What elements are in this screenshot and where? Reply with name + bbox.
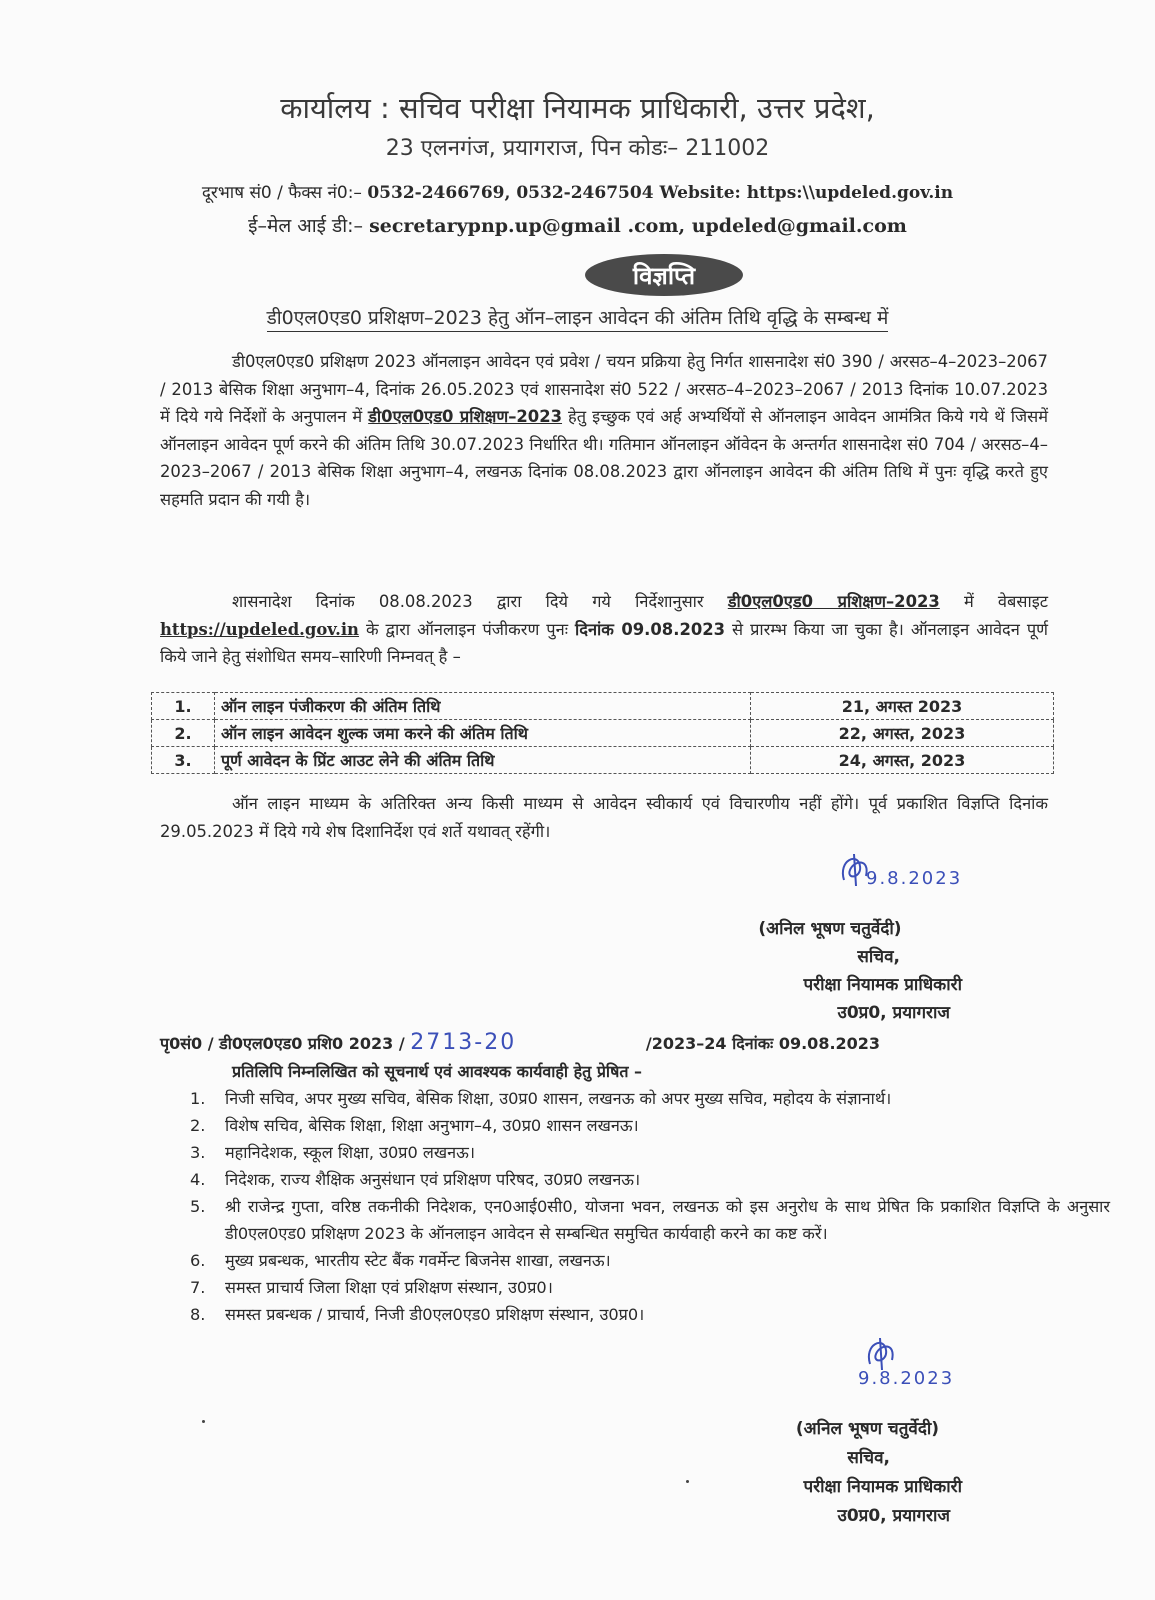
row-number: 2. (152, 720, 215, 747)
p2-course-name: डी0एल0एड0 प्रशिक्षण–2023 (727, 592, 940, 611)
list-item (190, 1166, 1110, 1193)
copy-heading: प्रतिलिपि निम्नलिखित को सूचनार्थ एवं आवश्यक कार्यवाही हेतु प्रेषित – (232, 1062, 643, 1081)
paragraph-1 (160, 348, 1048, 513)
p1-text-c: हेतु इच्छुक एवं अर्ह अभ्यर्थियों से ऑनलाइन आवेदन आमंत्रित किये गये थें जिसमें ऑनलाइन आवेदन पूर्ण करने की अंतिम तिथि 30.07.2023 निर्धारित थी। गतिमान ऑनलाइन ऑवेदन के अन्तर्गत शासनादेश सं0 704 / अरसठ–4–2023–2067 / 2013 बेसिक शिक्षा अनुभाग–4, लखनऊ दिनांक 08.08.2023 द्वारा ऑनलाइन आवेदन की अंतिम तिथि में पुनः वृद्धि करते हुए सहमति प्रदान की गयी है। (160, 407, 1049, 509)
office-address: 23 एलनगंज, प्रयागराज, पिन कोडः– 211002 (385, 136, 770, 161)
item-text: विशेष सचिव, बेसिक शिक्षा, शिक्षा अनुभाग–4, उ0प्र0 शासन लखनऊ। (225, 1116, 639, 1135)
item-text: श्री राजेन्द्र गुप्ता, वरिष्ठ तकनीकी निदेशक, एन0आई0सी0, योजना भवन, लखनऊ को इस अनुरोध के साथ प्रेषित कि प्रकाशित विज्ञप्ति के अनुसार डी0एल0एड0 प्रशिक्षण 2023 के ऑनलाइन आवेदन से सम्बन्धित समुचित कार्यवाही करने का कष्ट करें। (225, 1197, 1110, 1243)
item-number: 6. (190, 1251, 206, 1270)
list-item (190, 1112, 1110, 1139)
item-text: समस्त प्रबन्धक / प्राचार्य, निजी डी0एल0एड0 प्रशिक्षण संस्थान, उ0प्र0। (225, 1305, 645, 1324)
item-number: 2. (190, 1116, 206, 1135)
item-number: 3. (190, 1143, 206, 1162)
list-item (190, 1193, 1110, 1247)
row-item: पूर्ण आवेदन के प्रिंट आउट लेने की अंतिम तिथि (215, 747, 751, 774)
item-text: महानिदेशक, स्कूल शिक्षा, उ0प्र0 लखनऊ। (225, 1143, 475, 1162)
item-number: 8. (190, 1305, 206, 1324)
phone-website-value: 0532-2466769, 0532-2467504 Website: https:\\updeled.gov.in (367, 183, 954, 203)
row-item: ऑन लाइन पंजीकरण की अंतिम तिथि (215, 693, 751, 720)
subject-text: डी0एल0एड0 प्रशिक्षण–2023 हेतु ऑन–लाइन आवेदन की अंतिम तिथि वृद्धि के सम्बन्ध में (267, 307, 889, 332)
reference-date: /2023–24 दिनांकः 09.08.2023 (645, 1034, 881, 1053)
row-date: 21, अगस्त 2023 (751, 693, 1054, 720)
row-number: 3. (152, 747, 215, 774)
office-title: कार्यालय : सचिव परीक्षा नियामक प्राधिकारी, उत्तर प्रदेश, (280, 91, 875, 125)
signatory-designation: सचिव, (847, 1448, 890, 1468)
website-link[interactable]: https://updeled.gov.in (160, 619, 359, 639)
p3-text: ऑन लाइन माध्यम के अतिरिक्त अन्य किसी माध्यम से आवेदन स्वीकार्य एवं विचारणीय नहीं होंगे। पूर्व प्रकाशित विज्ञप्ति दिनांक 29.05.2023 में दिये गये शेष दिशानिर्देश एवं शर्ते यथावत् रहेंगी। (160, 794, 1048, 841)
list-item (190, 1247, 1110, 1274)
list-item (190, 1139, 1110, 1166)
speck (686, 1480, 689, 1483)
contact-email-line (0, 212, 1155, 238)
signature-date-handwritten: 9.8.2023 (866, 868, 963, 889)
item-number: 1. (190, 1089, 206, 1108)
list-item (190, 1274, 1110, 1301)
speck (202, 1420, 205, 1423)
p2-start-date: दिनांक 09.08.2023 (575, 619, 726, 639)
table-row (152, 747, 1054, 774)
reference-line (160, 1030, 880, 1055)
reference-handwritten-number: 2713-20 (410, 1030, 517, 1055)
phone-label: दूरभाष सं0 / फैक्स नं0:– (201, 183, 362, 203)
signatory-authority: परीक्षा नियामक प्राधिकारी (803, 975, 962, 995)
item-number: 7. (190, 1278, 206, 1297)
notice-subject (0, 304, 1155, 330)
item-text: समस्त प्राचार्य जिला शिक्षा एवं प्रशिक्षण संस्थान, उ0प्र0। (225, 1278, 553, 1297)
signatory-place: उ0प्र0, प्रयागराज (837, 1506, 950, 1526)
table-row (152, 720, 1054, 747)
reference-prefix: पृ0सं0 / डी0एल0एड0 प्रशि0 2023 / (160, 1034, 405, 1053)
copy-recipient-list (190, 1085, 1110, 1328)
p2-text-e: के द्वारा ऑनलाइन पंजीकरण पुनः (358, 619, 576, 639)
item-number: 5. (190, 1197, 206, 1216)
email-label: ई–मेल आई डी:– (248, 215, 364, 237)
table-row (152, 693, 1054, 720)
email-value: secretarypnp.up@gmail .com, updeled@gmail.com (369, 215, 907, 237)
signatory-place: उ0प्र0, प्रयागराज (837, 1003, 950, 1023)
signature-date-handwritten: 9.8.2023 (858, 1368, 955, 1389)
notice-badge: विज्ञप्ति (585, 254, 743, 296)
p2-text-a: शासनादेश दिनांक 08.08.2023 द्वारा दिये गये निर्देशानुसार (232, 592, 728, 611)
item-text: निदेशक, राज्य शैक्षिक अनुसंधान एवं प्रशिक्षण परिषद, उ0प्र0 लखनऊ। (225, 1170, 641, 1189)
row-date: 22, अगस्त, 2023 (751, 720, 1054, 747)
signatory-name: (अनिल भूषण चतुर्वेदी) (758, 919, 902, 939)
schedule-table (151, 692, 1054, 774)
p1-course-name: डी0एल0एड0 प्रशिक्षण–2023 (368, 407, 563, 426)
item-number: 4. (190, 1170, 206, 1189)
contact-phone-line (0, 180, 1155, 203)
p1-text-a: डी0एल0एड0 प्रशिक्षण 2023 ऑनलाइन आवेदन एवं प्रवेश / चयन प्रक्रिया हेतु निर्गत शासनादेश सं0 390 / अरसठ–4–2023–2067 / 2013 बेसिक शिक्षा अनुभाग–4, दिनांक 26.05.2023 एवं शासनादेश सं0 522 / अरसठ–4–2023–2067 / 2013 दिनांक 10.07.2023 में दिये गये निर्देशों के अनुपालन में (160, 352, 1048, 426)
signatory-authority: परीक्षा नियामक प्राधिकारी (803, 1477, 962, 1497)
paragraph-3 (160, 790, 1048, 845)
paragraph-2 (160, 588, 1048, 671)
signatory-name: (अनिल भूषण चतुर्वेदी) (795, 1419, 940, 1439)
list-item (190, 1085, 1110, 1112)
p2-text-c: में वेबसाइट (939, 592, 1048, 611)
p2-text-g: से प्रारम्भ किया जा चुका है। ऑनलाइन आवेदन पूर्ण किये जाने हेतु संशोधित समय–सारिणी निम्नवत् है – (160, 619, 1048, 666)
signatory-designation: सचिव, (857, 947, 900, 967)
item-text: निजी सचिव, अपर मुख्य सचिव, बेसिक शिक्षा, उ0प्र0 शासन, लखनऊ को अपर मुख्य सचिव, महोदय के संज्ञानार्थ। (225, 1089, 892, 1108)
row-item: ऑन लाइन आवेदन शुल्क जमा करने की अंतिम तिथि (215, 720, 751, 747)
row-number: 1. (152, 693, 215, 720)
row-date: 24, अगस्त, 2023 (751, 747, 1054, 774)
item-text: मुख्य प्रबन्धक, भारतीय स्टेट बैंक गवर्मेन्ट बिजनेस शाखा, लखनऊ। (225, 1251, 611, 1270)
list-item (190, 1301, 1110, 1328)
